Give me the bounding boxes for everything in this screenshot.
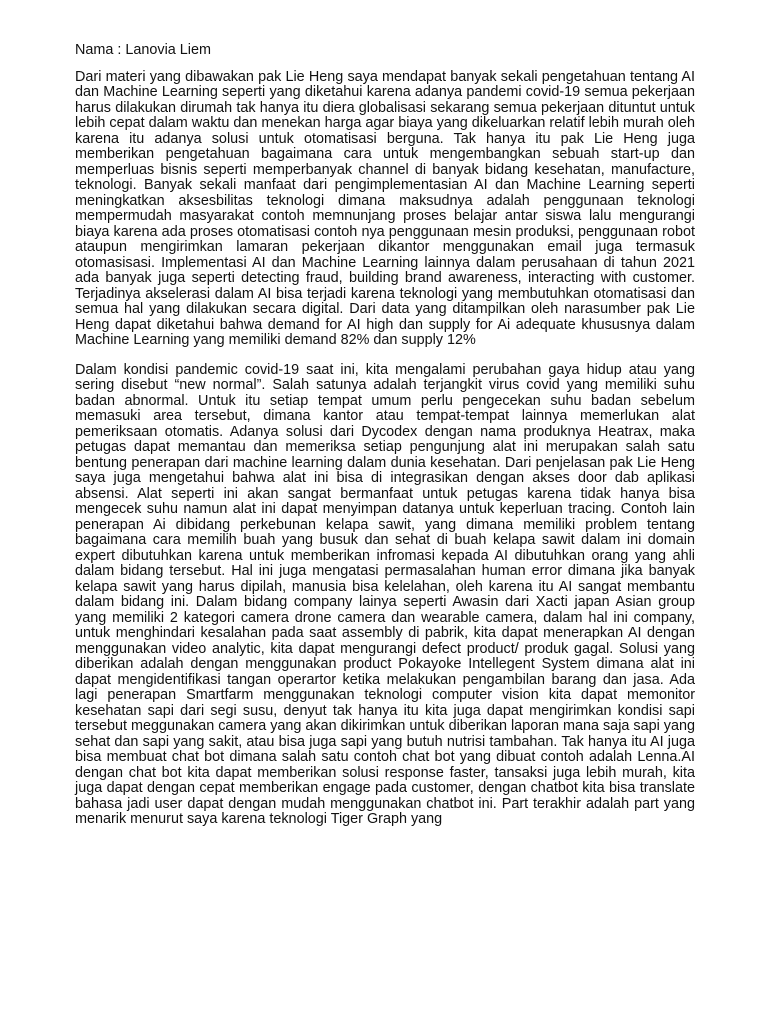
author-name-line: Nama : Lanovia Liem [75, 42, 211, 58]
paragraph-2: Dalam kondisi pandemic covid-19 saat ini, kita mengalami perubahan gaya hidup atau yang sering disebut “new normal”. Salah satunya adalah terjangkit virus covid yang memiliki suhu badan abnormal. Untuk itu setiap tempat umum perlu pengecekan suhu badan sebelum memasuki area tersebut, dimana kantor atau tempat-tempat lainnya memerlukan alat pemeriksaan otomatis. Adanya solusi dari Dycodex dengan nama produknya Heatrax, maka petugas dapat memantau dan memeriksa setiap pengunjung alat ini merupakan salah satu bentung penerapan dari machine learning dalam dunia kesehatan. Dari penjelasan pak Lie Heng saya juga mengetahui bahwa alat ini bisa di integrasikan dengan akses door dab aplikasi absensi. Alat seperti ini akan sangat bermanfaat untuk petugas karena tidak hanya bisa mengecek suhu namun alat ini dapat menyimpan datanya untuk keperluan tracing. Contoh lain penerapan Ai dibidang perkebunan kelapa sawit, yang dimana memiliki problem tentang bagaimana cara memilih buah yang busuk dan sehat di buah kelapa sawit dalam ini domain expert dibutuhkan karena untuk memberikan infromasi kepada AI dibutuhkan orang yang ahli dalam bidang tersebut. Hal ini juga mengatasi permasalahan human error dimana jika banyak kelapa sawit yang harus dipilah, manusia bisa kelelahan, oleh karena itu AI sangat membantu dalam bidang ini. Dalam bidang company lainya seperti Awasin dari Xacti japan Asian group yang memiliki 2 kategori camera drone camera dan wearable camera, dalam hal ini company, untuk menghindari kesalahan pada saat assembly di pabrik, kita dapat menerapkan AI dengan menggunakan video analytic, kita dapat mengurangi defect product/ produk gagal. Solusi yang diberikan adalah dengan menggunakan product Pokayoke Intellegent System dimana alat ini dapat mengidentifikasi tangan operartor ketika melakukan pengambilan barang dan jasa. Ada lagi penerapan Smartfarm menggunakan teknologi computer vision kita dapat memonitor kesehatan sapi dari segi susu, denyut tak hanya itu kita juga dapat mengirimkan kondisi sapi tersebut meggunakan camera yang akan dikirimkan untuk diberikan laporan mana saja sapi yang sehat dan sapi yang sakit, atau bisa juga sapi yang butuh nutrisi tambahan. Tak hanya itu AI juga bisa membuat chat bot dimana salah satu contoh chat bot yang dibuat contoh adalah Lenna.AI dengan chat bot kita dapat memberikan solusi response faster, tansaksi juga lebih murah, kita juga dapat dengan cepat memberikan engage pada customer, dengan chatbot kita bisa translate bahasa jadi user dapat dengan mudah menggunakan chatbot ini. Part terakhir adalah part yang menarik menurut saya karena teknologi Tiger Graph yang [75, 361, 695, 827]
document-body [75, 43, 695, 842]
paragraph-1: Dari materi yang dibawakan pak Lie Heng saya mendapat banyak sekali pengetahuan tentang AI dan Machine Learning seperti yang diketahui karena adanya pandemi covid-19 semua pekerjaan harus dilakukan dirumah tak hanya itu diera globalisasi sekarang semua pekerjaan dituntut untuk lebih cepat dalam waktu dan menekan harga agar biaya yang dikeluarkan relatif lebih murah oleh karena itu adanya solusi untuk otomatisasi berguna. Tak hanya itu pak Lie Heng juga memberikan pengetahuan bagaimana cara untuk mengembangkan sebuah start-up dan memperluas bisnis seperti memperbanyak channel di banyak bidang kesehatan, manufacture, teknologi. Banyak sekali manfaat dari pengimplementasian AI dan Machine Learning seperti meningkatkan aksesbilitas teknologi dimana maksudnya adalah penggunaan teknologi mempermudah masyarakat contoh memnunjang proses belajar antar siswa lalu mengurangi biaya karena ada proses otomatisasi contoh nya penggunaan mesin produksi, penggunaan robot ataupun mengirimkan lamaran pekerjaan dikantor menggunakan email juga termasuk otomasisasi. Implementasi AI dan Machine Learning lainnya dalam perusahaan di tahun 2021 ada banyak juga seperti detecting fraud, building brand awareness, interacting with customer. Terjadinya akselerasi dalam AI bisa terjadi karena teknologi yang membutuhkan otomatisasi dan semua hal yang dilakukan secara digital. Dari data yang ditampilkan oleh narasumber pak Lie Heng dapat diketahui bahwa demand for AI high dan supply for Ai adequate khususnya dalam Machine Learning yang memiliki demand 82% dan supply 12% [75, 68, 695, 348]
